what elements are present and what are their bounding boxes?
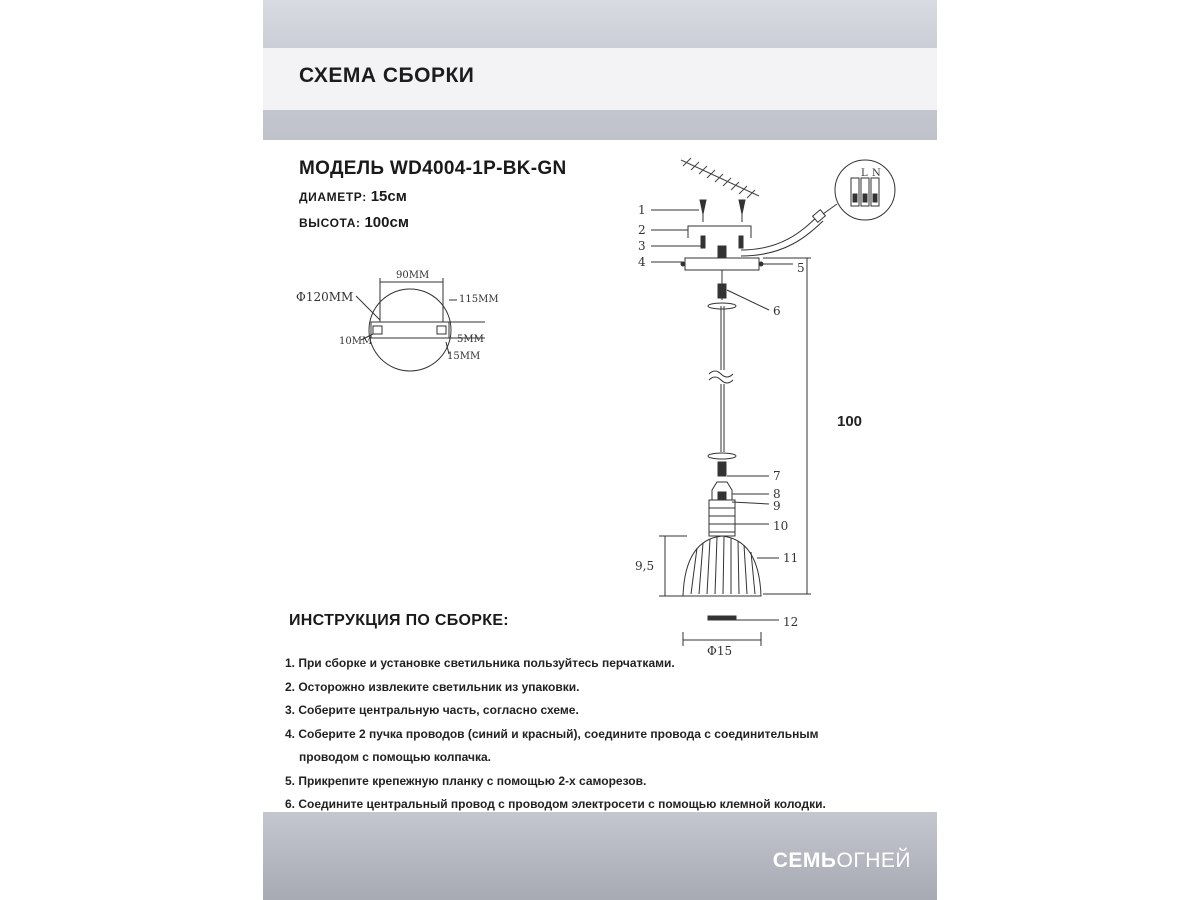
brand-light: ОГНЕЙ: [836, 849, 911, 872]
plate-bottom-label: 15MM: [447, 351, 481, 362]
part-8-label: 8: [773, 487, 781, 501]
diameter-value: 15см: [370, 188, 407, 205]
instruction-step-4-line-2: проводом с помощью колпачка.: [299, 750, 491, 764]
ceiling-hatch: [681, 158, 759, 198]
plate-left-gap-label: 10MM: [339, 336, 373, 347]
part-4-label: 4: [638, 255, 646, 269]
brand-bold: СЕМЬ: [772, 849, 837, 872]
plate-diameter-label: Φ120MM: [296, 290, 354, 304]
height-value: 100см: [364, 214, 409, 231]
plate-slot-right: [437, 326, 446, 334]
part-5-label: 5: [797, 261, 805, 275]
part-3-label: 3: [638, 239, 646, 253]
brand-logo: [773, 849, 911, 873]
plate-side-label: 115MM: [459, 294, 499, 305]
part-6-label: 6: [773, 304, 781, 318]
instruction-step-4-line-1: 4. Соберите 2 пучка проводов (синий и красный), соедините провода с соединительным: [285, 726, 819, 741]
part-10-label: 10: [773, 519, 789, 533]
part-12-label: 12: [783, 615, 799, 629]
shade-height-label: 9,5: [635, 559, 655, 573]
model-label: МОДЕЛЬ WD4004-1P-BK-GN: [299, 158, 567, 179]
plate-slot-left: [373, 326, 382, 334]
total-height-label: 100: [837, 413, 863, 430]
terminal-n-label: N: [872, 168, 881, 179]
part-2-label: 2: [638, 223, 646, 237]
instructions-title: ИНСТРУКЦИЯ ПО СБОРКЕ:: [289, 612, 509, 629]
instruction-step-1: 1. При сборке и установке светильника пользуйтесь перчатками.: [285, 656, 675, 670]
instructions-list: [285, 652, 935, 817]
terminal-l-label: L: [861, 168, 868, 179]
plate-right-gap-label: 5MM: [457, 334, 484, 345]
part-11-label: 11: [783, 551, 799, 565]
part-7-label: 7: [773, 469, 781, 483]
diameter-key: ДИАМЕТР:: [299, 190, 367, 204]
height-key: ВЫСОТА:: [299, 216, 361, 230]
instruction-step-4: [285, 723, 935, 770]
shade-diameter-label: Φ15: [707, 644, 733, 658]
instruction-step-5: 5. Прикрепите крепежную планку с помощью 2-х саморезов.: [285, 773, 647, 788]
instruction-step-3: 3. Соберите центральную часть, согласно схеме.: [285, 703, 579, 717]
page-title: СХЕМА СБОРКИ: [299, 64, 475, 87]
part-9-label: 9: [773, 499, 781, 513]
plate-width-label: 90MM: [396, 270, 430, 281]
instruction-step-2: 2. Осторожно извлеките светильник из упаковки.: [285, 679, 580, 694]
assembly-sheet: [263, 0, 937, 900]
pendant-assembly: [651, 200, 811, 646]
part-1-label: 1: [638, 203, 646, 217]
instruction-step-6: 6. Соедините центральный провод с проводом электросети с помощью клемной колодки.: [285, 797, 826, 811]
